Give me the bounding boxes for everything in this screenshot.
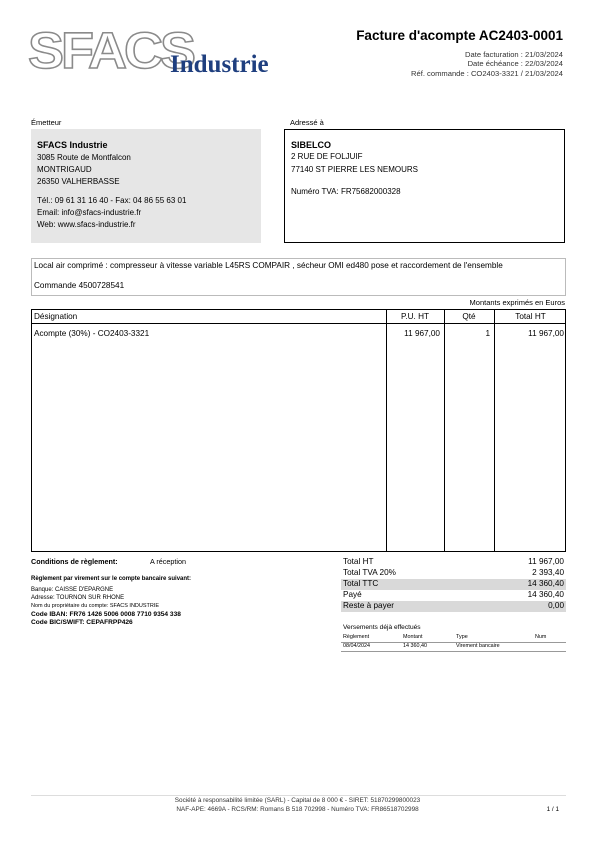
- total-ht-value: 11 967,00: [528, 557, 564, 566]
- total-tva-value: 2 393,40: [532, 568, 564, 577]
- emitter-postal: 26350 VALHERBASSE: [37, 177, 120, 186]
- conditions-label: Conditions de règlement:: [31, 557, 118, 566]
- payments-title: Versements déjà effectués: [343, 624, 421, 631]
- account-owner: Nom du propriétaire du compte: SFACS INDUSTRIE: [31, 603, 160, 609]
- transfer-title: Règlement par virement sur le compte bancaire suivant:: [31, 576, 192, 582]
- description-line: Local air comprimé : compresseur à vitesse variable L45RS COMPAIR , sécheur OMI ed480 pose et raccordement de l'ensemble: [34, 261, 503, 270]
- emitter-box: [31, 129, 261, 243]
- header-total: Total HT: [515, 312, 546, 321]
- payments-header-num: Num: [535, 634, 547, 640]
- row-designation: Acompte (30%) - CO2403-3321: [34, 329, 150, 338]
- total-tva-label: Total TVA 20%: [343, 568, 396, 577]
- logo-subtitle: Industrie: [170, 51, 269, 78]
- paid-row: [341, 590, 566, 601]
- payments-header-reglement: Règlement: [343, 634, 370, 640]
- description-box: [31, 258, 566, 296]
- ref-commande: Réf. commande : CO2403-3321 / 21/03/2024: [411, 69, 563, 78]
- payments-row: [341, 643, 566, 652]
- footer-line2: NAF-APE: 4669A - RCS/RM: Romans B 518 702998 - Numéro TVA: FR86518702998: [176, 806, 419, 813]
- bank-name: Banque: CAISSE D'EPARGNE: [31, 587, 114, 593]
- paid-label: Payé: [343, 590, 362, 599]
- paid-value: 14 360,40: [527, 590, 564, 599]
- bic: Code BIC/SWIFT: CEPAFRPP426: [31, 619, 133, 626]
- recipient-city: 77140 ST PIERRE LES NEMOURS: [291, 165, 419, 174]
- row-pu: 11 967,00: [404, 329, 440, 338]
- recipient-vat: Numéro TVA: FR75682000328: [291, 187, 401, 196]
- emitter-web: Web: www.sfacs-industrie.fr: [37, 220, 136, 229]
- emitter-name: SFACS Industrie: [37, 140, 108, 150]
- payments-header-montant: Montant: [403, 634, 423, 640]
- remaining-label: Reste à payer: [343, 601, 394, 610]
- page-number: 1 / 1: [546, 806, 559, 813]
- remaining-value: 0,00: [548, 601, 564, 610]
- logo-brand: SFACS: [28, 22, 194, 80]
- emitter-address: 3085 Route de Montfalcon: [37, 153, 131, 162]
- currency-note: Montants exprimés en Euros: [469, 298, 565, 307]
- date-echeance: Date échéance : 22/03/2024: [467, 59, 563, 68]
- footer-divider: [31, 795, 566, 796]
- total-ttc-row: [341, 579, 566, 590]
- payment-date: 08/04/2024: [343, 643, 370, 649]
- payments-header: [341, 634, 566, 643]
- header-designation: Désignation: [34, 312, 78, 321]
- recipient-name: SIBELCO: [291, 140, 332, 150]
- recipient-address: 2 RUE DE FOLJUIF: [291, 152, 363, 161]
- row-total: 11 967,00: [528, 329, 564, 338]
- emitter-label: Émetteur: [31, 118, 62, 127]
- recipient-box: [284, 129, 565, 243]
- recipient-label: Adressé à: [290, 118, 324, 127]
- order-number: Commande 4500728541: [34, 281, 125, 290]
- total-tva-row: [341, 568, 566, 579]
- conditions-value: A réception: [150, 557, 186, 566]
- date-facturation: Date facturation : 21/03/2024: [465, 50, 563, 59]
- total-ht-row: [341, 557, 566, 568]
- emitter-email: Email: info@sfacs-industrie.fr: [37, 208, 142, 217]
- remaining-row: [341, 601, 566, 612]
- emitter-city: MONTRIGAUD: [37, 165, 92, 174]
- items-table: [31, 309, 566, 552]
- total-ht-label: Total HT: [343, 557, 374, 566]
- header-qty: Qté: [462, 312, 476, 321]
- total-ttc-label: Total TTC: [343, 579, 379, 588]
- iban: Code IBAN: FR76 1426 5006 0008 7710 9354 338: [31, 611, 181, 618]
- bank-address: Adresse: TOURNON SUR RHONE: [31, 595, 125, 601]
- header-pu: P.U. HT: [400, 312, 430, 321]
- total-ttc-value: 14 360,40: [527, 579, 564, 588]
- footer-line1: Société à responsabilité limitée (SARL) - Capital de 8 000 € - SIRET: 51870299800023: [174, 797, 421, 804]
- payment-amount: 14 360,40: [403, 643, 427, 649]
- row-qty: 1: [485, 329, 490, 338]
- invoice-title: Facture d'acompte AC2403-0001: [356, 28, 563, 43]
- payment-type: Virement bancaire: [456, 643, 500, 649]
- emitter-phone: Tél.: 09 61 31 16 40 - Fax: 04 86 55 63 01: [37, 196, 187, 205]
- payments-header-type: Type: [456, 634, 468, 640]
